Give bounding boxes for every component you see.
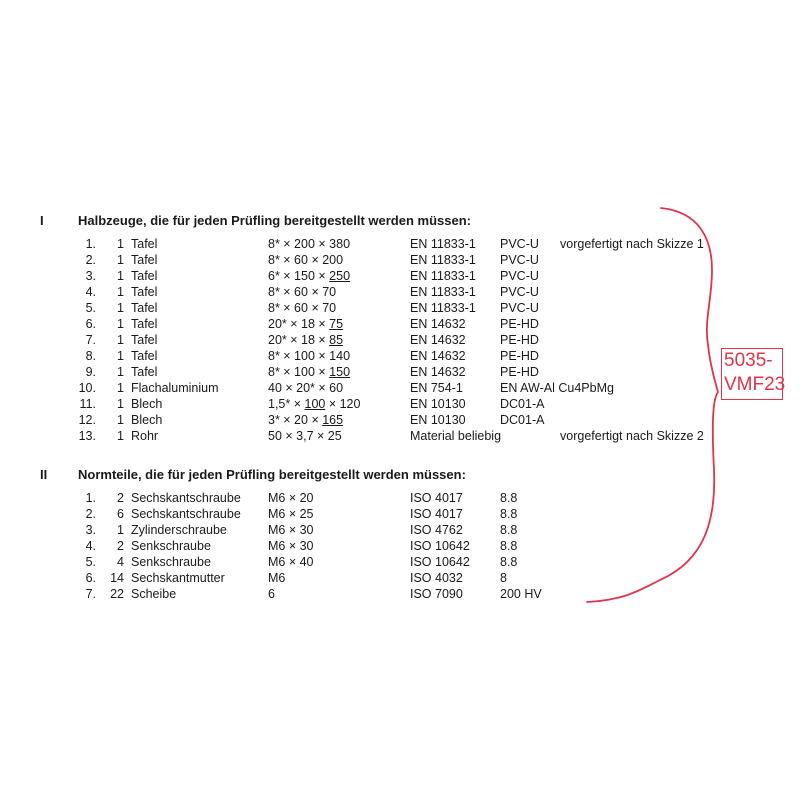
item-name: Sechskantschraube	[131, 491, 241, 505]
item-number: 10.	[78, 381, 96, 395]
item-material: 8.8	[500, 491, 518, 505]
annotation-line-1: 5035-	[724, 350, 773, 371]
item-quantity: 22	[110, 587, 124, 601]
item-name: Zylinderschraube	[131, 523, 227, 537]
item-standard: Material beliebig	[410, 429, 502, 443]
item-standard: ISO 4017	[410, 507, 463, 521]
item-number: 4.	[85, 285, 96, 299]
item-name: Sechskantmutter	[131, 571, 225, 585]
dim-text: 6* × 150 ×	[268, 269, 330, 283]
item-quantity: 1	[117, 397, 124, 411]
item-material: 8.8	[500, 523, 518, 537]
item-standard: ISO 10642	[410, 555, 470, 569]
dim-underlined: 250	[329, 269, 351, 283]
item-quantity: 2	[117, 491, 124, 505]
item-standard: ISO 4032	[410, 571, 463, 585]
item-name: Tafel	[131, 269, 158, 283]
item-dimensions: M6 × 30	[268, 523, 314, 537]
dim-underlined: 150	[329, 365, 351, 379]
item-material: PE-HD	[500, 317, 539, 331]
item-number: 11.	[79, 397, 96, 411]
item-quantity: 1	[117, 253, 124, 267]
item-name: Tafel	[131, 285, 158, 299]
item-material: PVC-U	[500, 269, 539, 283]
item-number: 7.	[85, 587, 96, 601]
item-material: PE-HD	[500, 349, 539, 363]
item-name: Senkschraube	[131, 539, 211, 553]
item-material: 8	[500, 571, 507, 585]
dim-text-post: × 120	[325, 397, 361, 411]
dim-underlined: 100	[304, 397, 326, 411]
dim-text: 8* × 60 × 200	[268, 253, 344, 267]
item-standard: EN 10130	[410, 397, 466, 411]
item-standard: EN 10130	[410, 413, 466, 427]
dim-text: 40 × 20* × 60	[268, 381, 344, 395]
item-standard: EN 14632	[410, 333, 466, 347]
dim-text: 8* × 60 × 70	[268, 285, 337, 299]
item-material: DC01-A	[500, 413, 545, 427]
item-number: 8.	[85, 349, 96, 363]
item-standard: EN 14632	[410, 365, 466, 379]
item-standard: ISO 7090	[410, 587, 463, 601]
item-quantity: 1	[117, 301, 124, 315]
item-number: 2.	[85, 507, 96, 521]
section-1-title: Halbzeuge, die für jeden Prüfling bereitgestellt werden müssen:	[78, 213, 471, 228]
item-name: Tafel	[131, 317, 158, 331]
item-name: Tafel	[131, 253, 158, 267]
annotation-label	[721, 348, 786, 400]
item-number: 7.	[85, 333, 96, 347]
item-name: Flachaluminium	[131, 381, 219, 395]
item-standard: EN 11833-1	[410, 237, 476, 251]
dim-underlined: 85	[329, 333, 344, 347]
item-name: Scheibe	[131, 587, 177, 601]
item-material: PVC-U	[500, 237, 539, 251]
section-2-numeral: II	[40, 467, 48, 482]
item-number: 5.	[85, 555, 96, 569]
item-number: 6.	[85, 571, 96, 585]
item-material: PE-HD	[500, 333, 539, 347]
item-name: Tafel	[131, 349, 158, 363]
dim-text: 8* × 100 × 140	[268, 349, 351, 363]
item-material: 8.8	[500, 539, 518, 553]
item-number: 1.	[85, 237, 96, 251]
item-material: 8.8	[500, 555, 518, 569]
dim-text: 1,5* ×	[268, 397, 305, 411]
item-quantity: 1	[117, 381, 124, 395]
item-quantity: 14	[110, 571, 124, 585]
item-dimensions: M6 × 25	[268, 507, 314, 521]
dim-text: 50 × 3,7 × 25	[268, 429, 342, 443]
dim-underlined: 75	[329, 317, 344, 331]
item-standard: EN 754-1	[410, 381, 463, 395]
item-note: vorgefertigt nach Skizze 2	[560, 429, 704, 443]
item-number: 3.	[85, 269, 96, 283]
item-note: vorgefertigt nach Skizze 1	[560, 237, 704, 251]
section-2-title: Normteile, die für jeden Prüfling bereitgestellt werden müssen:	[78, 467, 466, 482]
dim-text: 20* × 18 ×	[268, 333, 330, 347]
item-quantity: 1	[117, 269, 124, 283]
item-name: Sechskantschraube	[131, 507, 241, 521]
item-number: 1.	[85, 491, 96, 505]
item-number: 2.	[85, 253, 96, 267]
item-quantity: 4	[117, 555, 124, 569]
item-standard: ISO 4762	[410, 523, 463, 537]
item-number: 9.	[85, 365, 96, 379]
item-number: 6.	[85, 317, 96, 331]
item-standard: EN 14632	[410, 317, 466, 331]
item-dimensions: M6 × 20	[268, 491, 314, 505]
item-standard: EN 11833-1	[410, 301, 476, 315]
item-material: PVC-U	[500, 301, 539, 315]
item-material: PE-HD	[500, 365, 539, 379]
item-standard: ISO 4017	[410, 491, 463, 505]
item-name: Rohr	[131, 429, 159, 443]
section-1-numeral: I	[40, 213, 44, 228]
item-quantity: 1	[117, 413, 124, 427]
item-name: Tafel	[131, 365, 158, 379]
item-material: 200 HV	[500, 587, 542, 601]
item-number: 5.	[85, 301, 96, 315]
annotation-line-2: VMF23	[724, 374, 786, 395]
item-quantity: 1	[117, 349, 124, 363]
item-quantity: 1	[117, 333, 124, 347]
item-name: Tafel	[131, 237, 158, 251]
item-dimensions: M6	[268, 571, 286, 585]
item-material: 8.8	[500, 507, 518, 521]
dim-text: 8* × 100 ×	[268, 365, 330, 379]
item-number: 12.	[78, 413, 96, 427]
item-material: DC01-A	[500, 397, 545, 411]
item-standard: EN 14632	[410, 349, 466, 363]
item-number: 3.	[85, 523, 96, 537]
item-number: 13.	[78, 429, 96, 443]
item-quantity: 1	[117, 523, 124, 537]
item-quantity: 1	[117, 429, 124, 443]
item-quantity: 2	[117, 539, 124, 553]
item-quantity: 1	[117, 317, 124, 331]
dim-text: 8* × 60 × 70	[268, 301, 337, 315]
item-dimensions: M6 × 40	[268, 555, 314, 569]
item-name: Tafel	[131, 301, 158, 315]
item-dimensions: M6 × 30	[268, 539, 314, 553]
item-name: Blech	[131, 397, 163, 411]
item-quantity: 1	[117, 365, 124, 379]
item-quantity: 1	[117, 285, 124, 299]
item-standard: EN 11833-1	[410, 269, 476, 283]
dim-text: 3* × 20 ×	[268, 413, 323, 427]
item-material: PVC-U	[500, 253, 539, 267]
item-number: 4.	[85, 539, 96, 553]
item-standard: ISO 10642	[410, 539, 470, 553]
item-standard: EN 11833-1	[410, 285, 476, 299]
item-name: Tafel	[131, 333, 158, 347]
item-name: Senkschraube	[131, 555, 211, 569]
item-name: Blech	[131, 413, 163, 427]
item-material: PVC-U	[500, 285, 539, 299]
dim-text: 20* × 18 ×	[268, 317, 330, 331]
item-dimensions: 6	[268, 587, 275, 601]
item-quantity: 6	[117, 507, 124, 521]
item-quantity: 1	[117, 237, 124, 251]
item-material: EN AW-Al Cu4PbMg	[500, 381, 614, 395]
dim-text: 8* × 200 × 380	[268, 237, 351, 251]
item-standard: EN 11833-1	[410, 253, 476, 267]
dim-underlined: 165	[322, 413, 344, 427]
